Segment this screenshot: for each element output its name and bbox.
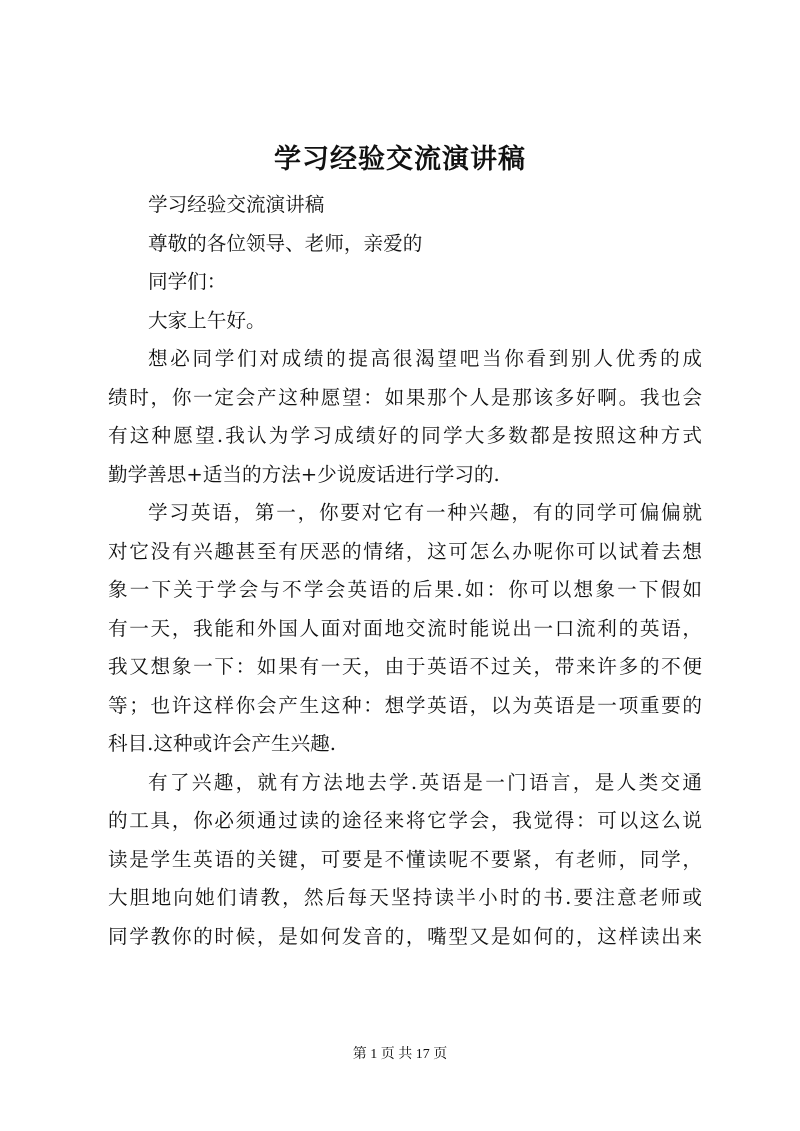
text-line: 同学教你的时候，是如何发音的，嘴型又是如何的，这样读出来: [108, 924, 702, 948]
text-line: 学习英语，第一，你要对它有一种兴趣，有的同学可偏偏就: [148, 501, 702, 524]
text-line: 科目.这种或许会产生兴趣.: [108, 732, 336, 755]
text-line: 读是学生英语的关键，可要是不懂读呢不要紧，有老师，同学，: [108, 847, 702, 871]
text-line: 学习经验交流演讲稿: [148, 193, 325, 216]
text-line: 想必同学们对成绩的提高很渴望吧当你看到别人优秀的成: [148, 347, 702, 370]
text-line: 象一下关于学会与不学会英语的后果.如：你可以想象一下假如: [108, 578, 702, 601]
text-line: 绩时，你一定会产这种愿望：如果那个人是那该多好啊。我也会: [108, 385, 702, 409]
text-line: 对它没有兴趣甚至有厌恶的情绪，这可怎么办呢你可以试着去想: [108, 539, 702, 563]
text-line: 大家上午好。: [148, 308, 266, 332]
text-line: 有这种愿望.我认为学习成绩好的同学大多数都是按照这种方式: [108, 424, 702, 447]
text-line: 大胆地向她们请教，然后每天坚持读半小时的书.要注意老师或: [108, 886, 702, 909]
text-line: 有了兴趣，就有方法地去学.英语是一门语言，是人类交通: [148, 770, 702, 794]
document-title: 学习经验交流演讲稿: [274, 144, 526, 175]
text-line: 的工具，你必须通过读的途径来将它学会，我觉得：可以这么说: [108, 809, 702, 832]
text-line: 同学们：: [148, 270, 227, 293]
page-footer: 第 1 页 共 17 页: [352, 1047, 448, 1062]
text-line: 我又想象一下：如果有一天，由于英语不过关，带来许多的不便: [108, 655, 702, 678]
text-line: 等；也许这样你会产生这种：想学英语，以为英语是一项重要的: [108, 693, 702, 717]
text-line: 有一天，我能和外国人面对面地交流时能说出一口流利的英语，: [108, 616, 702, 640]
text-line: 尊敬的各位领导、老师，亲爱的: [148, 231, 423, 255]
document-body: [108, 186, 702, 956]
text-line: 勤学善思+适当的方法+少说废话进行学习的.: [108, 462, 500, 486]
